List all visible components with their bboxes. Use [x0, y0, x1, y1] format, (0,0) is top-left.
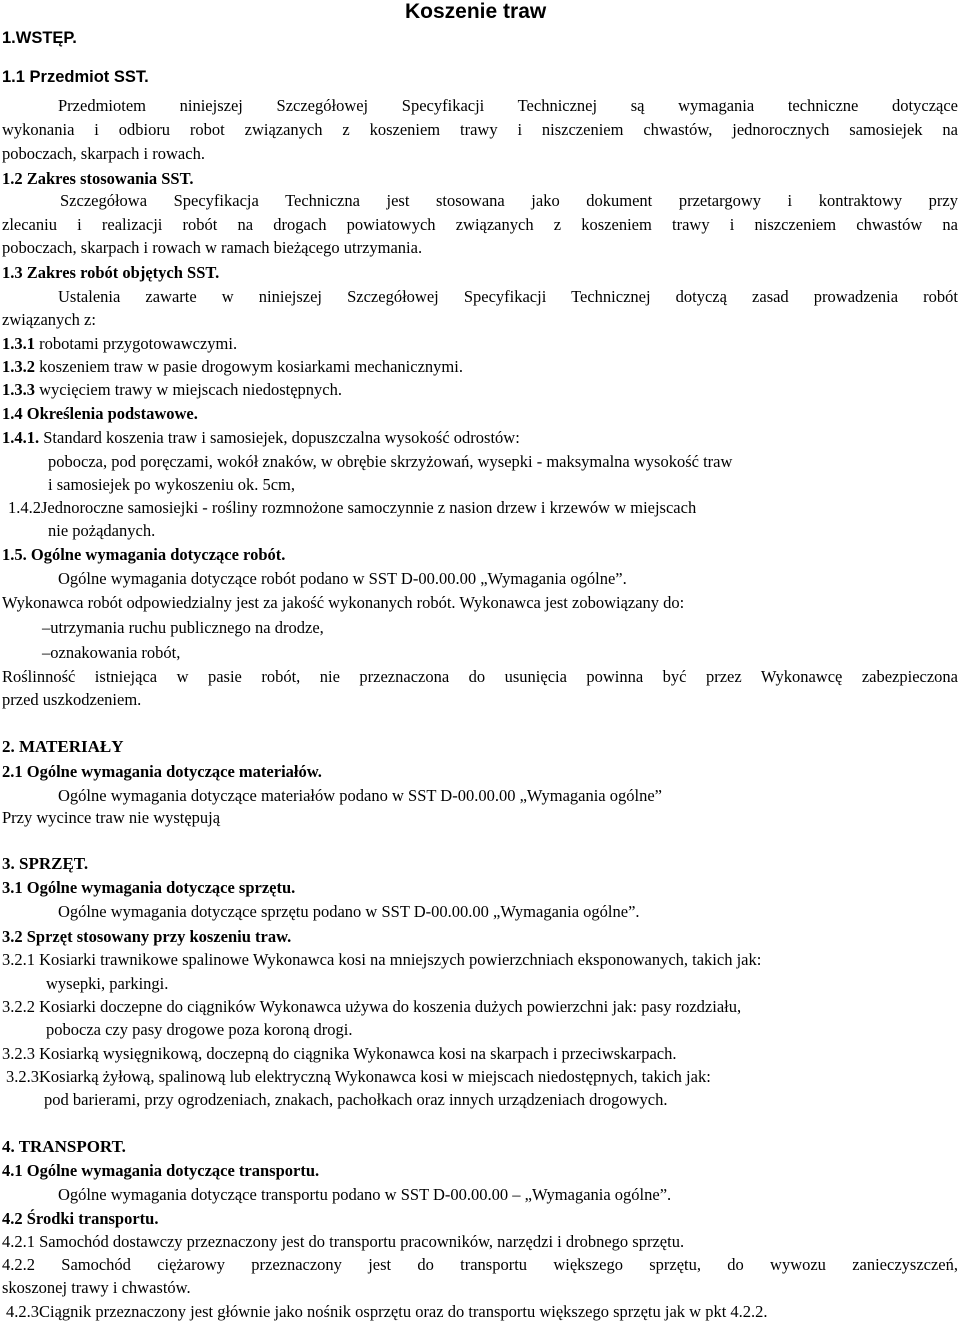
list-item-3-2-1-line-2: wysepki, parkingi. — [46, 974, 169, 993]
paragraph-1-2-line-3: poboczach, skarpach i rowach w ramach bieżącego utrzymania. — [2, 238, 423, 257]
paragraph-1-5-line-5: Roślinność istniejąca w pasie robót, nie przeznaczona do usunięcia powinna być przez Wykonawcę zabezpieczona — [2, 667, 958, 686]
heading-1-4: 1.4 Określenia podstawowe. — [2, 404, 198, 423]
heading-1-2: 1.2 Zakres stosowania SST. — [2, 169, 194, 188]
paragraph-1-5-line-6: przed uszkodzeniem. — [2, 690, 142, 709]
heading-1-5: 1.5. Ogólne wymagania dotyczące robót. — [2, 545, 286, 564]
heading-2: 2. MATERIAŁY — [2, 737, 124, 756]
paragraph-1-2-line-2: zlecaniu i realizacji robót na drogach powiatowych związanych z koszeniem trawy i niszczeniem chwastów na — [2, 215, 958, 234]
list-item-3-2-3-b: 3.2.3Kosiarką żyłową, spalinową lub elektryczną Wykonawca kosi w miejscach niedostępnych, takich jak: — [6, 1067, 711, 1086]
paragraph-1-5-line-1: Ogólne wymagania dotyczące robót podano w SST D-00.00.00 „Wymagania ogólne”. — [58, 569, 627, 588]
list-item-4-2-3: 4.2.3Ciągnik przeznaczony jest głównie jako nośnik osprzętu oraz do transportu większego sprzętu jak w pkt 4.2.2. — [6, 1302, 768, 1321]
paragraph-2-1-line-2: Przy wycince traw nie występują — [2, 808, 221, 827]
list-item-4-2-1: 4.2.1 Samochód dostawczy przeznaczony jest do transportu pracowników, narzędzi i drobnego sprzętu. — [2, 1232, 685, 1251]
heading-3-1: 3.1 Ogólne wymagania dotyczące sprzętu. — [2, 878, 296, 897]
list-item-1-4-1: 1.4.1. Standard koszenia traw i samosiejek, dopuszczalna wysokość odrostów: — [2, 428, 520, 447]
list-item-1-3-3: 1.3.3 wycięciem trawy w miejscach niedostępnych. — [2, 380, 342, 399]
heading-1-3: 1.3 Zakres robót objętych SST. — [2, 263, 220, 282]
list-item-3-2-3: 3.2.3 Kosiarką wysięgnikową, doczepną do ciągnika Wykonawca kosi na skarpach i przeciwskarpach. — [2, 1044, 677, 1063]
list-item-3-2-2-line-2: pobocza czy pasy drogowe poza koroną drogi. — [46, 1020, 353, 1039]
list-item-1-4-2: 1.4.2Jednoroczne samosiejki - rośliny rozmnożone samoczynnie z nasion drzew i krzewów w miejscach — [8, 498, 697, 517]
list-item-3-2-3-b-line-2: pod barierami, przy ogrodzeniach, znakach, pachołkach oraz innych urządzeniach drogowych. — [44, 1090, 668, 1109]
heading-3-2: 3.2 Sprzęt stosowany przy koszeniu traw. — [2, 927, 292, 946]
heading-4: 4. TRANSPORT. — [2, 1137, 126, 1156]
heading-4-1: 4.1 Ogólne wymagania dotyczące transportu. — [2, 1161, 320, 1180]
page-title: Koszenie traw — [405, 0, 547, 23]
list-item-1-4-1-line-3: i samosiejek po wykoszeniu ok. 5cm, — [48, 475, 296, 494]
paragraph-1-2-line-1: Szczegółowa Specyfikacja Techniczna jest stosowana jako dokument przetargowy i kontraktowy przy — [60, 191, 958, 210]
paragraph-1-1-line-3: poboczach, skarpach i rowach. — [2, 144, 205, 163]
paragraph-3-1: Ogólne wymagania dotyczące sprzętu podano w SST D-00.00.00 „Wymagania ogólne”. — [58, 902, 640, 921]
list-item-4-2-2: 4.2.2 Samochód ciężarowy przeznaczony jest do transportu większego sprzętu, do wywozu zanieczyszczeń, — [2, 1255, 958, 1274]
list-item-4-2-2-line-2: skoszonej trawy i chwastów. — [2, 1278, 191, 1297]
bullet-traffic: –utrzymania ruchu publicznego na drodze, — [42, 618, 324, 637]
section-intro: 1.WSTĘP. — [2, 29, 77, 47]
paragraph-1-3-line-2: związanych z: — [2, 310, 96, 329]
paragraph-1-1-line-1: Przedmiotem niniejszej Szczegółowej Specyfikacji Technicznej są wymagania techniczne dotyczące — [58, 96, 958, 115]
list-item-1-4-1-line-2: pobocza, pod poręczami, wokół znaków, w obrębie skrzyżowań, wysepki - maksymalna wysokość traw — [48, 452, 733, 471]
list-item-1-4-2-line-2: nie pożądanych. — [48, 521, 156, 540]
paragraph-2-1-line-1: Ogólne wymagania dotyczące materiałów podano w SST D-00.00.00 „Wymagania ogólne” — [58, 786, 662, 805]
list-item-1-3-2: 1.3.2 koszeniem traw w pasie drogowym kosiarkami mechanicznymi. — [2, 357, 463, 376]
list-item-1-3-1: 1.3.1 robotami przygotowawczymi. — [2, 334, 238, 353]
heading-4-2: 4.2 Środki transportu. — [2, 1209, 159, 1228]
list-item-3-2-2: 3.2.2 Kosiarki doczepne do ciągników Wykonawca używa do koszenia dużych powierzchni jak: pasy rozdziału, — [2, 997, 742, 1016]
list-item-3-2-1: 3.2.1 Kosiarki trawnikowe spalinowe Wykonawca kosi na mniejszych powierzchniach eksponowanych, takich jak: — [2, 950, 762, 969]
paragraph-1-3-line-1: Ustalenia zawarte w niniejszej Szczegółowej Specyfikacji Technicznej dotyczą zasad prowadzenia robót — [58, 287, 958, 306]
paragraph-1-1-line-2: wykonania i odbioru robot związanych z koszeniem trawy i niszczeniem chwastów, jednorocznych samosiejek na — [2, 120, 958, 139]
heading-3: 3. SPRZĘT. — [2, 854, 89, 873]
paragraph-4-1: Ogólne wymagania dotyczące transportu podano w SST D-00.00.00 – „Wymagania ogólne”. — [58, 1185, 672, 1204]
paragraph-1-5-line-2: Wykonawca robót odpowiedzialny jest za jakość wykonanych robót. Wykonawca jest zobowiązany do: — [2, 593, 685, 612]
heading-2-1: 2.1 Ogólne wymagania dotyczące materiałów. — [2, 762, 322, 781]
bullet-marking: –oznakowania robót, — [42, 643, 181, 662]
heading-1-1: 1.1 Przedmiot SST. — [2, 68, 149, 86]
